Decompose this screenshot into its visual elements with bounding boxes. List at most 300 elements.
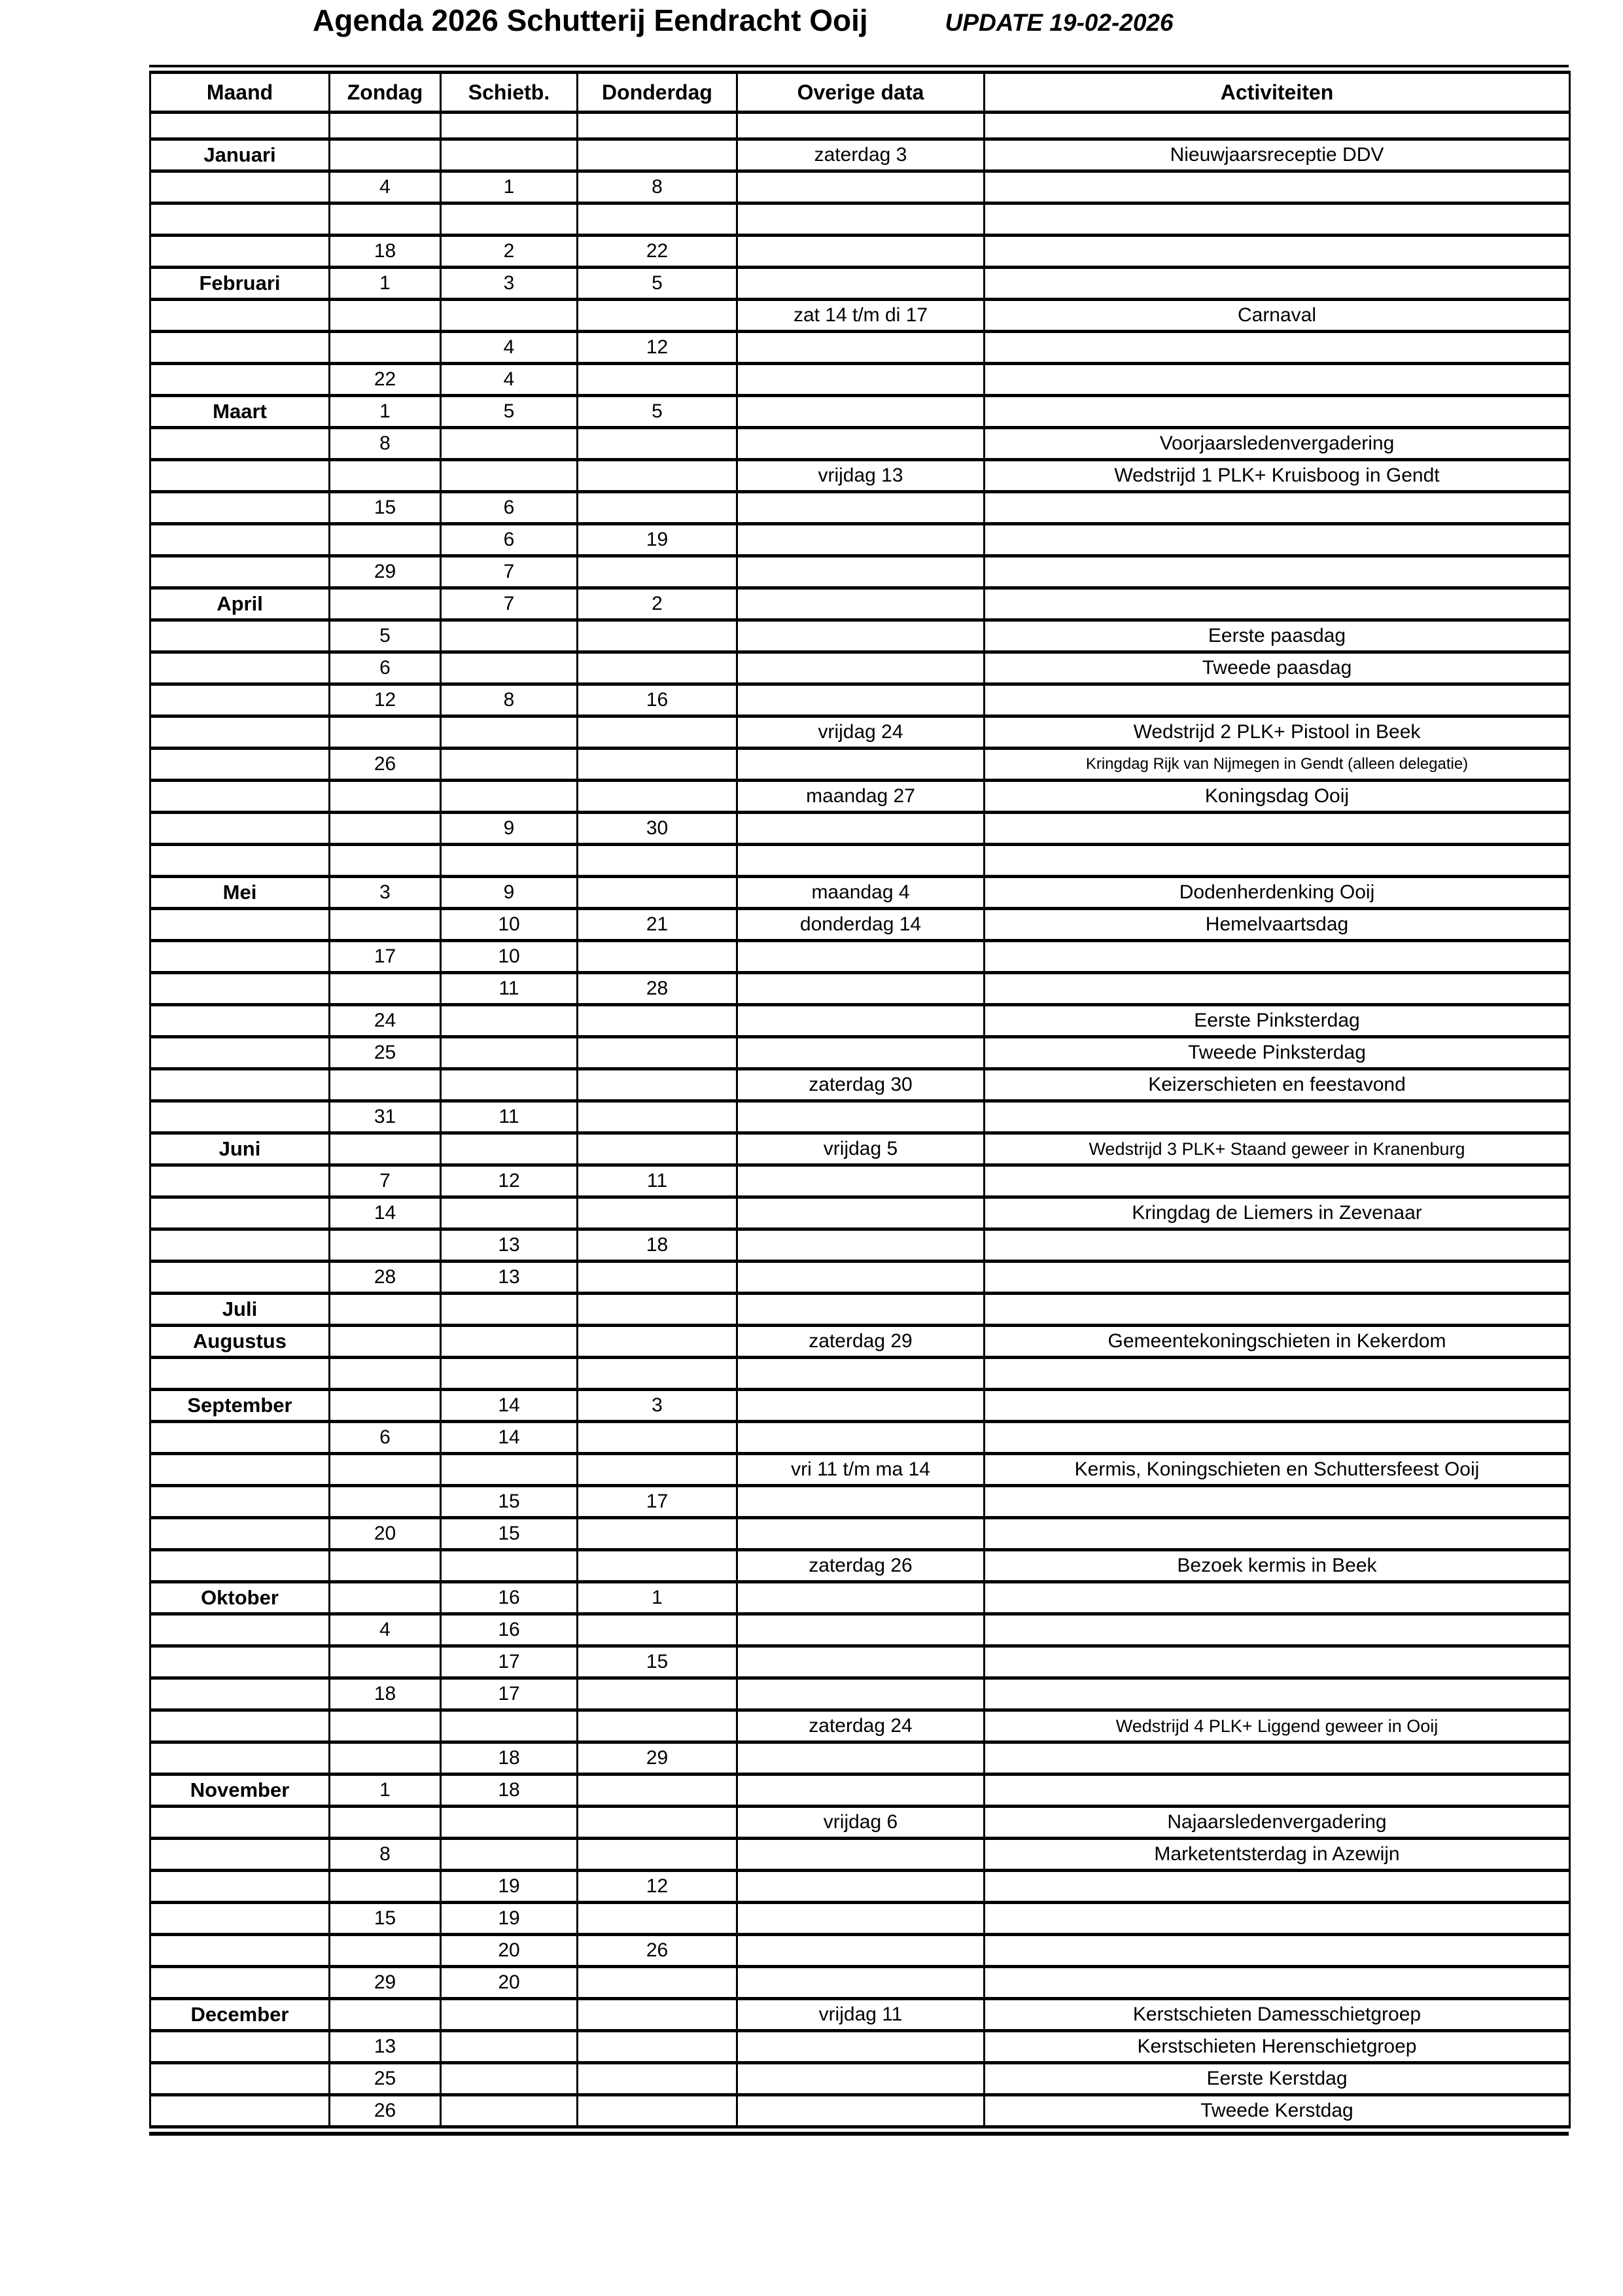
cell-schietb: 11 bbox=[441, 1101, 578, 1133]
cell-donderdag bbox=[578, 203, 737, 236]
cell-overige-data bbox=[737, 684, 985, 716]
cell-overige-data bbox=[737, 1935, 985, 1967]
cell-maand bbox=[150, 1165, 330, 1197]
cell-schietb bbox=[441, 1710, 578, 1742]
cell-overige-data bbox=[737, 171, 985, 203]
cell-maand bbox=[150, 1101, 330, 1133]
cell-schietb bbox=[441, 1358, 578, 1390]
cell-activiteiten bbox=[985, 1775, 1570, 1807]
cell-zondag: 15 bbox=[330, 1903, 441, 1935]
cell-maand bbox=[150, 1903, 330, 1935]
cell-donderdag bbox=[578, 1454, 737, 1486]
cell-overige-data: vrijdag 5 bbox=[737, 1133, 985, 1165]
table-row bbox=[150, 1550, 1570, 1582]
cell-donderdag bbox=[578, 364, 737, 396]
cell-donderdag bbox=[578, 1294, 737, 1326]
cell-donderdag bbox=[578, 1262, 737, 1294]
cell-donderdag bbox=[578, 1101, 737, 1133]
cell-donderdag bbox=[578, 1775, 737, 1807]
cell-overige-data bbox=[737, 332, 985, 364]
cell-zondag: 28 bbox=[330, 1262, 441, 1294]
cell-schietb: 16 bbox=[441, 1582, 578, 1614]
cell-schietb bbox=[441, 203, 578, 236]
cell-zondag bbox=[330, 1646, 441, 1678]
cell-maand bbox=[150, 749, 330, 781]
cell-zondag bbox=[330, 1710, 441, 1742]
cell-maand bbox=[150, 973, 330, 1005]
cell-maand bbox=[150, 171, 330, 203]
cell-activiteiten: Eerste Kerstdag bbox=[985, 2063, 1570, 2095]
cell-maand bbox=[150, 300, 330, 332]
cell-overige-data bbox=[737, 1678, 985, 1710]
cell-schietb bbox=[441, 1069, 578, 1101]
cell-zondag bbox=[330, 1069, 441, 1101]
cell-overige-data bbox=[737, 1486, 985, 1518]
cell-donderdag bbox=[578, 1967, 737, 1999]
table-row bbox=[150, 1614, 1570, 1646]
cell-overige-data bbox=[737, 1197, 985, 1229]
cell-zondag: 3 bbox=[330, 877, 441, 909]
cell-donderdag: 2 bbox=[578, 588, 737, 620]
cell-overige-data bbox=[737, 1037, 985, 1069]
cell-activiteiten: Hemelvaartsdag bbox=[985, 909, 1570, 941]
cell-maand bbox=[150, 1069, 330, 1101]
cell-zondag: 29 bbox=[330, 556, 441, 588]
cell-activiteiten: Carnaval bbox=[985, 300, 1570, 332]
cell-overige-data bbox=[737, 2095, 985, 2127]
column-header-activiteiten: Activiteiten bbox=[985, 73, 1570, 113]
cell-zondag bbox=[330, 781, 441, 813]
cell-zondag: 18 bbox=[330, 236, 441, 268]
cell-donderdag: 12 bbox=[578, 1871, 737, 1903]
cell-donderdag bbox=[578, 1326, 737, 1358]
cell-maand: Februari bbox=[150, 268, 330, 300]
cell-zondag bbox=[330, 1229, 441, 1262]
cell-maand bbox=[150, 941, 330, 973]
cell-zondag: 7 bbox=[330, 1165, 441, 1197]
cell-activiteiten bbox=[985, 1582, 1570, 1614]
cell-zondag: 8 bbox=[330, 1839, 441, 1871]
cell-overige-data bbox=[737, 556, 985, 588]
cell-activiteiten bbox=[985, 1518, 1570, 1550]
cell-activiteiten bbox=[985, 364, 1570, 396]
cell-zondag bbox=[330, 1871, 441, 1903]
cell-overige-data: vrijdag 6 bbox=[737, 1807, 985, 1839]
cell-overige-data: vrijdag 11 bbox=[737, 1999, 985, 2031]
cell-zondag: 18 bbox=[330, 1678, 441, 1710]
cell-overige-data: maandag 27 bbox=[737, 781, 985, 813]
table-row bbox=[150, 524, 1570, 556]
cell-donderdag bbox=[578, 1518, 737, 1550]
agenda-table bbox=[149, 71, 1571, 2128]
table-row bbox=[150, 171, 1570, 203]
cell-schietb bbox=[441, 1133, 578, 1165]
cell-donderdag: 3 bbox=[578, 1390, 737, 1422]
cell-donderdag: 22 bbox=[578, 236, 737, 268]
cell-schietb bbox=[441, 1454, 578, 1486]
cell-maand bbox=[150, 236, 330, 268]
cell-zondag: 1 bbox=[330, 396, 441, 428]
table-row bbox=[150, 1390, 1570, 1422]
cell-activiteiten bbox=[985, 1101, 1570, 1133]
agenda-table-wrap bbox=[149, 65, 1569, 2136]
table-row bbox=[150, 1807, 1570, 1839]
cell-activiteiten: Wedstrijd 1 PLK+ Kruisboog in Gendt bbox=[985, 460, 1570, 492]
cell-schietb: 10 bbox=[441, 941, 578, 973]
cell-donderdag bbox=[578, 1710, 737, 1742]
cell-schietb bbox=[441, 652, 578, 684]
cell-maand bbox=[150, 1422, 330, 1454]
table-row bbox=[150, 1967, 1570, 1999]
cell-activiteiten bbox=[985, 171, 1570, 203]
cell-activiteiten bbox=[985, 524, 1570, 556]
cell-donderdag: 19 bbox=[578, 524, 737, 556]
cell-schietb bbox=[441, 2063, 578, 2095]
cell-donderdag bbox=[578, 1037, 737, 1069]
cell-zondag bbox=[330, 1935, 441, 1967]
cell-overige-data bbox=[737, 1262, 985, 1294]
table-row bbox=[150, 1069, 1570, 1101]
table-row bbox=[150, 1422, 1570, 1454]
table-row bbox=[150, 139, 1570, 171]
cell-zondag bbox=[330, 1550, 441, 1582]
column-header-donderdag: Donderdag bbox=[578, 73, 737, 113]
cell-activiteiten bbox=[985, 1614, 1570, 1646]
table-row bbox=[150, 588, 1570, 620]
cell-overige-data bbox=[737, 1967, 985, 1999]
cell-maand bbox=[150, 1710, 330, 1742]
cell-overige-data: vrijdag 24 bbox=[737, 716, 985, 749]
cell-activiteiten bbox=[985, 1358, 1570, 1390]
cell-maand bbox=[150, 1518, 330, 1550]
cell-donderdag bbox=[578, 620, 737, 652]
cell-zondag: 25 bbox=[330, 2063, 441, 2095]
table-row bbox=[150, 1326, 1570, 1358]
table-body bbox=[150, 113, 1570, 2127]
cell-maand bbox=[150, 1550, 330, 1582]
cell-overige-data bbox=[737, 1390, 985, 1422]
cell-activiteiten bbox=[985, 1646, 1570, 1678]
table-row bbox=[150, 813, 1570, 845]
cell-zondag bbox=[330, 332, 441, 364]
cell-zondag bbox=[330, 203, 441, 236]
cell-zondag bbox=[330, 716, 441, 749]
cell-maand bbox=[150, 332, 330, 364]
cell-overige-data bbox=[737, 396, 985, 428]
cell-activiteiten: Kringdag de Liemers in Zevenaar bbox=[985, 1197, 1570, 1229]
document-header bbox=[313, 3, 1174, 38]
cell-overige-data bbox=[737, 1358, 985, 1390]
cell-activiteiten: Voorjaarsledenvergadering bbox=[985, 428, 1570, 460]
table-row bbox=[150, 203, 1570, 236]
cell-donderdag bbox=[578, 652, 737, 684]
cell-zondag: 17 bbox=[330, 941, 441, 973]
cell-donderdag bbox=[578, 1133, 737, 1165]
table-row bbox=[150, 460, 1570, 492]
cell-donderdag bbox=[578, 716, 737, 749]
cell-schietb: 8 bbox=[441, 684, 578, 716]
cell-overige-data bbox=[737, 749, 985, 781]
cell-activiteiten bbox=[985, 113, 1570, 139]
table-row bbox=[150, 1229, 1570, 1262]
cell-maand bbox=[150, 2063, 330, 2095]
cell-donderdag: 11 bbox=[578, 1165, 737, 1197]
cell-schietb bbox=[441, 1550, 578, 1582]
cell-schietb bbox=[441, 1197, 578, 1229]
table-row bbox=[150, 1582, 1570, 1614]
cell-maand bbox=[150, 1486, 330, 1518]
table-row bbox=[150, 428, 1570, 460]
cell-activiteiten: Dodenherdenking Ooij bbox=[985, 877, 1570, 909]
cell-activiteiten bbox=[985, 332, 1570, 364]
cell-zondag: 5 bbox=[330, 620, 441, 652]
cell-schietb: 17 bbox=[441, 1646, 578, 1678]
cell-donderdag bbox=[578, 1678, 737, 1710]
cell-maand bbox=[150, 113, 330, 139]
table-row bbox=[150, 1165, 1570, 1197]
cell-maand bbox=[150, 1935, 330, 1967]
cell-donderdag bbox=[578, 556, 737, 588]
cell-activiteiten bbox=[985, 1262, 1570, 1294]
cell-maand bbox=[150, 1646, 330, 1678]
table-row bbox=[150, 941, 1570, 973]
cell-overige-data: vrijdag 13 bbox=[737, 460, 985, 492]
cell-zondag bbox=[330, 909, 441, 941]
cell-overige-data: vri 11 t/m ma 14 bbox=[737, 1454, 985, 1486]
cell-zondag bbox=[330, 1133, 441, 1165]
cell-donderdag: 26 bbox=[578, 1935, 737, 1967]
cell-schietb: 15 bbox=[441, 1486, 578, 1518]
cell-maand bbox=[150, 1614, 330, 1646]
cell-overige-data bbox=[737, 813, 985, 845]
cell-maand: April bbox=[150, 588, 330, 620]
cell-zondag: 8 bbox=[330, 428, 441, 460]
cell-overige-data bbox=[737, 492, 985, 524]
cell-schietb: 3 bbox=[441, 268, 578, 300]
cell-activiteiten bbox=[985, 268, 1570, 300]
cell-overige-data bbox=[737, 1294, 985, 1326]
cell-schietb bbox=[441, 1037, 578, 1069]
cell-overige-data bbox=[737, 268, 985, 300]
table-row bbox=[150, 781, 1570, 813]
cell-overige-data bbox=[737, 588, 985, 620]
cell-donderdag bbox=[578, 1005, 737, 1037]
cell-activiteiten: Kermis, Koningschieten en Schuttersfeest Ooij bbox=[985, 1454, 1570, 1486]
cell-zondag bbox=[330, 588, 441, 620]
cell-maand bbox=[150, 1229, 330, 1262]
table-row bbox=[150, 2031, 1570, 2063]
table-row bbox=[150, 1710, 1570, 1742]
cell-schietb: 10 bbox=[441, 909, 578, 941]
cell-donderdag bbox=[578, 113, 737, 139]
cell-activiteiten: Tweede paasdag bbox=[985, 652, 1570, 684]
cell-maand bbox=[150, 203, 330, 236]
cell-maand bbox=[150, 1807, 330, 1839]
table-row bbox=[150, 364, 1570, 396]
cell-donderdag bbox=[578, 1069, 737, 1101]
table-row bbox=[150, 909, 1570, 941]
cell-donderdag bbox=[578, 2031, 737, 2063]
cell-overige-data bbox=[737, 2063, 985, 2095]
cell-schietb bbox=[441, 845, 578, 877]
table-row bbox=[150, 1935, 1570, 1967]
cell-schietb: 11 bbox=[441, 973, 578, 1005]
cell-activiteiten: Tweede Pinksterdag bbox=[985, 1037, 1570, 1069]
cell-donderdag bbox=[578, 1839, 737, 1871]
cell-overige-data bbox=[737, 1903, 985, 1935]
cell-donderdag bbox=[578, 877, 737, 909]
cell-zondag bbox=[330, 1390, 441, 1422]
cell-activiteiten bbox=[985, 1486, 1570, 1518]
cell-maand bbox=[150, 1839, 330, 1871]
cell-donderdag: 17 bbox=[578, 1486, 737, 1518]
table-row bbox=[150, 396, 1570, 428]
cell-donderdag bbox=[578, 1903, 737, 1935]
cell-zondag: 4 bbox=[330, 171, 441, 203]
table-row bbox=[150, 1294, 1570, 1326]
cell-schietb: 2 bbox=[441, 236, 578, 268]
cell-schietb: 6 bbox=[441, 492, 578, 524]
table-row bbox=[150, 749, 1570, 781]
table-row bbox=[150, 652, 1570, 684]
cell-zondag bbox=[330, 1807, 441, 1839]
cell-overige-data: zaterdag 3 bbox=[737, 139, 985, 171]
cell-schietb: 5 bbox=[441, 396, 578, 428]
cell-maand bbox=[150, 524, 330, 556]
cell-overige-data bbox=[737, 1422, 985, 1454]
cell-schietb bbox=[441, 1326, 578, 1358]
cell-zondag bbox=[330, 1358, 441, 1390]
column-header-maand: Maand bbox=[150, 73, 330, 113]
cell-maand bbox=[150, 2031, 330, 2063]
cell-activiteiten: Marketentsterdag in Azewijn bbox=[985, 1839, 1570, 1871]
table-row bbox=[150, 332, 1570, 364]
cell-schietb bbox=[441, 781, 578, 813]
cell-overige-data bbox=[737, 236, 985, 268]
cell-schietb bbox=[441, 428, 578, 460]
cell-overige-data bbox=[737, 1229, 985, 1262]
cell-overige-data bbox=[737, 973, 985, 1005]
cell-donderdag: 5 bbox=[578, 268, 737, 300]
cell-donderdag bbox=[578, 845, 737, 877]
cell-activiteiten: Tweede Kerstdag bbox=[985, 2095, 1570, 2127]
cell-activiteiten bbox=[985, 1871, 1570, 1903]
cell-maand bbox=[150, 652, 330, 684]
cell-overige-data bbox=[737, 1871, 985, 1903]
table-row bbox=[150, 1262, 1570, 1294]
table-row bbox=[150, 845, 1570, 877]
cell-schietb bbox=[441, 1999, 578, 2031]
cell-schietb: 14 bbox=[441, 1390, 578, 1422]
cell-overige-data bbox=[737, 1005, 985, 1037]
cell-overige-data bbox=[737, 845, 985, 877]
table-row bbox=[150, 1742, 1570, 1775]
cell-maand bbox=[150, 1358, 330, 1390]
cell-zondag bbox=[330, 1999, 441, 2031]
cell-maand bbox=[150, 781, 330, 813]
cell-zondag: 13 bbox=[330, 2031, 441, 2063]
cell-activiteiten bbox=[985, 1742, 1570, 1775]
cell-schietb: 7 bbox=[441, 588, 578, 620]
cell-activiteiten: Nieuwjaarsreceptie DDV bbox=[985, 139, 1570, 171]
table-row bbox=[150, 1775, 1570, 1807]
cell-maand bbox=[150, 492, 330, 524]
table-row bbox=[150, 1358, 1570, 1390]
cell-maand bbox=[150, 460, 330, 492]
cell-schietb: 14 bbox=[441, 1422, 578, 1454]
table-row bbox=[150, 1037, 1570, 1069]
cell-maand bbox=[150, 2095, 330, 2127]
cell-overige-data bbox=[737, 113, 985, 139]
table-row bbox=[150, 1486, 1570, 1518]
cell-overige-data bbox=[737, 2031, 985, 2063]
cell-activiteiten bbox=[985, 588, 1570, 620]
cell-activiteiten bbox=[985, 492, 1570, 524]
cell-overige-data bbox=[737, 428, 985, 460]
cell-activiteiten: Kerstschieten Damesschietgroep bbox=[985, 1999, 1570, 2031]
cell-overige-data: zaterdag 24 bbox=[737, 1710, 985, 1742]
cell-maand bbox=[150, 620, 330, 652]
cell-donderdag: 5 bbox=[578, 396, 737, 428]
cell-zondag bbox=[330, 1454, 441, 1486]
table-row bbox=[150, 1678, 1570, 1710]
cell-maand bbox=[150, 1871, 330, 1903]
cell-donderdag: 1 bbox=[578, 1582, 737, 1614]
cell-zondag: 6 bbox=[330, 652, 441, 684]
cell-schietb: 20 bbox=[441, 1967, 578, 1999]
cell-maand bbox=[150, 1005, 330, 1037]
cell-donderdag bbox=[578, 749, 737, 781]
cell-maand bbox=[150, 716, 330, 749]
cell-activiteiten bbox=[985, 1967, 1570, 1999]
cell-zondag: 15 bbox=[330, 492, 441, 524]
table-row bbox=[150, 1903, 1570, 1935]
cell-zondag: 29 bbox=[330, 1967, 441, 1999]
cell-activiteiten bbox=[985, 1422, 1570, 1454]
cell-overige-data bbox=[737, 1101, 985, 1133]
cell-schietb bbox=[441, 2031, 578, 2063]
cell-zondag bbox=[330, 460, 441, 492]
cell-activiteiten bbox=[985, 1165, 1570, 1197]
cell-maand bbox=[150, 684, 330, 716]
cell-maand bbox=[150, 428, 330, 460]
cell-schietb: 6 bbox=[441, 524, 578, 556]
cell-zondag bbox=[330, 845, 441, 877]
page-title: Agenda 2026 Schutterij Eendracht Ooij bbox=[313, 3, 868, 37]
cell-schietb: 15 bbox=[441, 1518, 578, 1550]
cell-donderdag bbox=[578, 1614, 737, 1646]
cell-overige-data bbox=[737, 1775, 985, 1807]
cell-activiteiten bbox=[985, 203, 1570, 236]
cell-maand: Maart bbox=[150, 396, 330, 428]
cell-activiteiten: Bezoek kermis in Beek bbox=[985, 1550, 1570, 1582]
cell-donderdag bbox=[578, 1807, 737, 1839]
cell-activiteiten bbox=[985, 1229, 1570, 1262]
cell-activiteiten: Koningsdag Ooij bbox=[985, 781, 1570, 813]
cell-donderdag: 30 bbox=[578, 813, 737, 845]
cell-donderdag bbox=[578, 1422, 737, 1454]
cell-activiteiten bbox=[985, 396, 1570, 428]
table-row bbox=[150, 1839, 1570, 1871]
cell-zondag: 12 bbox=[330, 684, 441, 716]
cell-overige-data: zaterdag 26 bbox=[737, 1550, 985, 1582]
cell-schietb bbox=[441, 620, 578, 652]
cell-overige-data bbox=[737, 1614, 985, 1646]
cell-activiteiten bbox=[985, 813, 1570, 845]
cell-activiteiten: Gemeentekoningschieten in Kekerdom bbox=[985, 1326, 1570, 1358]
cell-overige-data bbox=[737, 1518, 985, 1550]
cell-activiteiten bbox=[985, 236, 1570, 268]
